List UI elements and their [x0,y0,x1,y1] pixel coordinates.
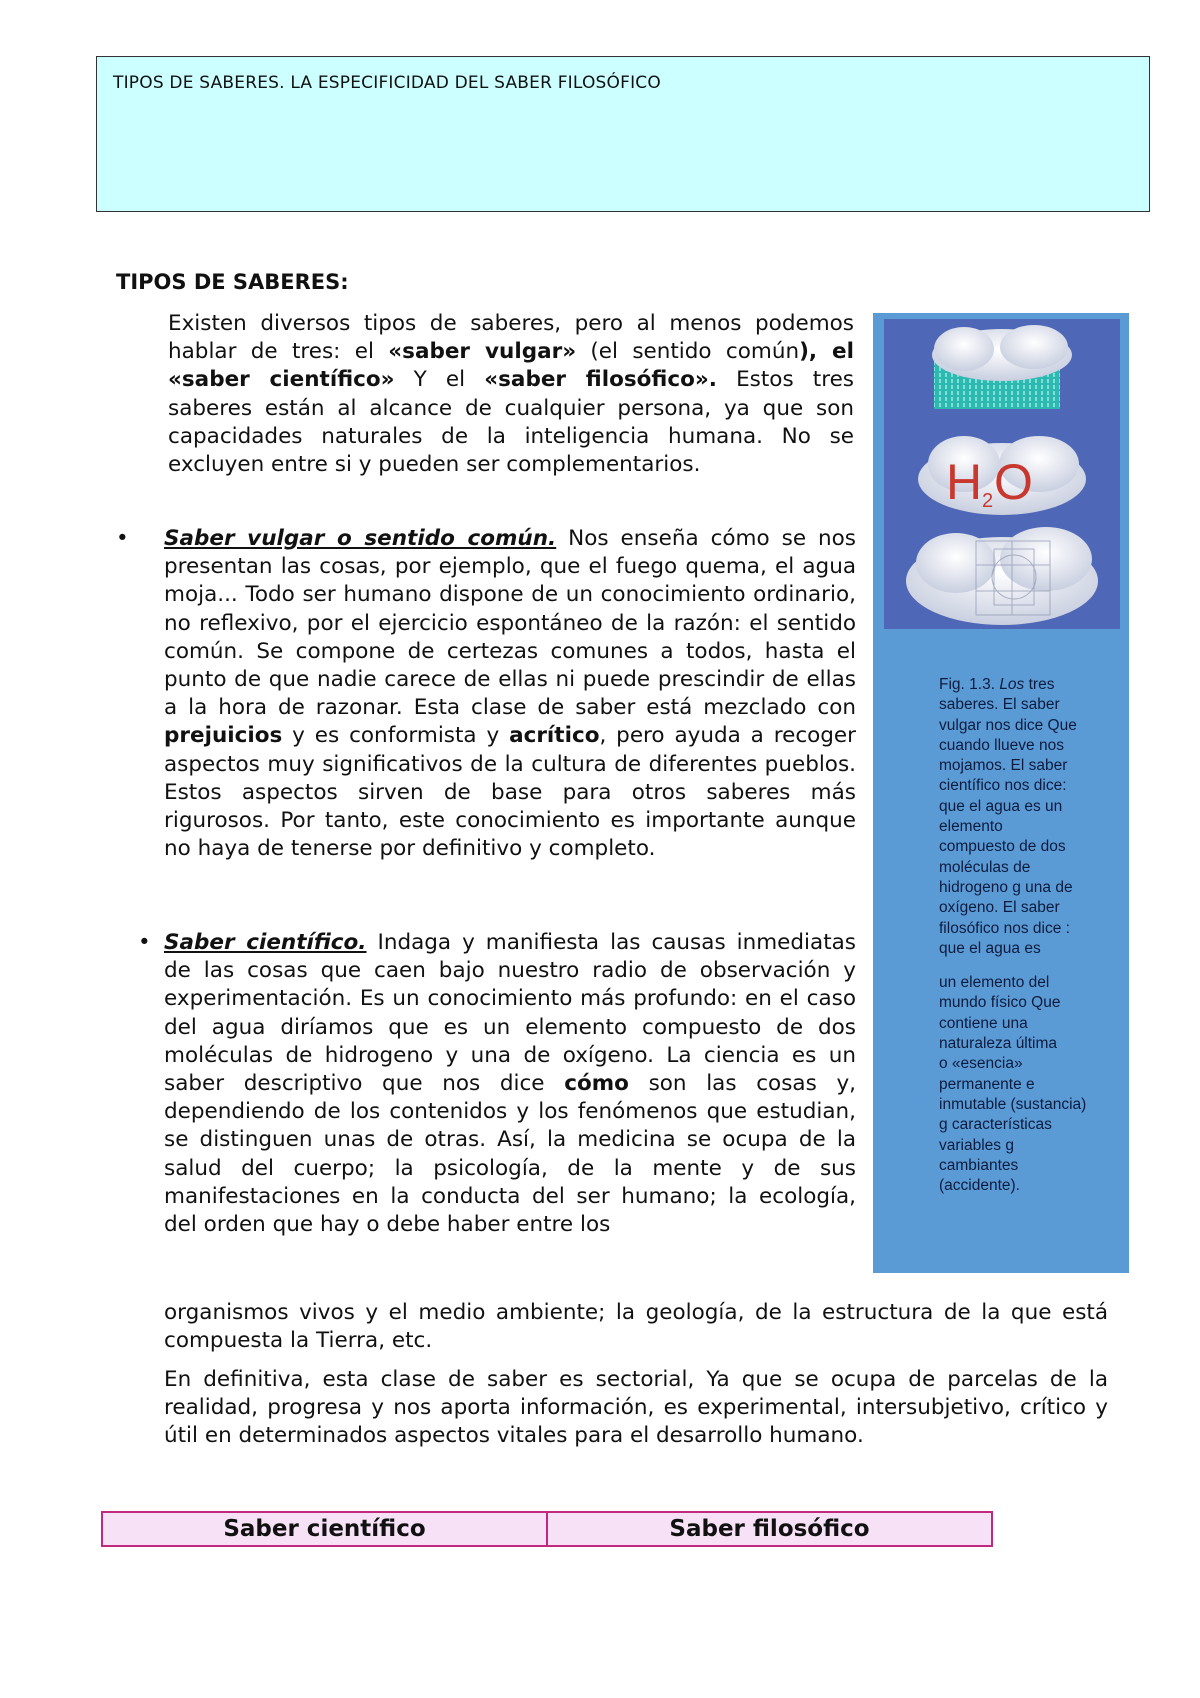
h2o-cloud [918,436,1086,515]
bullet-dot: • [138,930,151,955]
bullet-dot: • [116,526,129,551]
formula-h: H [946,454,983,510]
figure-sidebar [873,313,1129,1273]
page-title: TIPOS DE SABERES. LA ESPECIFICIDAD DEL SABER FILOSÓFICO [113,73,661,93]
header-box [96,56,1150,212]
formula-o: O [994,454,1033,510]
comparison-table-header [101,1511,993,1547]
saber-vulgar-heading: Saber vulgar o sentido común. [164,526,557,551]
clouds-illustration [884,319,1120,629]
rain-cloud [932,325,1072,409]
table-header-filosofico: Saber filosófico [669,1516,870,1542]
caption-first-line: Fig. 1.3. Los tres [939,676,1055,693]
bullet-saber-vulgar [116,525,856,863]
philosophy-cloud [906,527,1098,625]
section-heading: TIPOS DE SABERES: [116,270,349,294]
bullet-saber-cientifico [138,929,856,1239]
intro-paragraph: Existen diversos tipos de saberes, pero al menos podemos hablar de tres: el «saber vulgar» (el sentido común), el «saber científico» Y el «saber filosófico». Estos tres saberes están al alcance de cualquier persona, ya que son capacidades naturales de la inteligencia humana. No se excluyen entre si y pueden ser complementarios. [168,311,854,478]
saber-cientifico-heading: Saber científico. [164,930,367,955]
definitiva-paragraph: En definitiva, esta clase de saber es sectorial, Ya que se ocupa de parcelas de la realidad, progresa y nos aporta información, es experimental, intersubjetivo, crítico y útil en determinados aspectos vitales para el desarrollo humano. [164,1367,1108,1449]
saber-cientifico-continuation: organismos vivos y el medio ambiente; la geología, de la estructura de la que está compuesta la Tierra, etc. [164,1300,1108,1354]
saber-cientifico-paragraph: Saber científico. Indaga y manifiesta las causas inmediatas de las cosas que caen bajo nuestro radio de observación y experimentación. Es un conocimiento más profundo: en el caso del agua diríamos que es un elemento compuesto de dos moléculas de hidrogeno y una de oxígeno. La ciencia es un saber descriptivo que nos dice cómo son las cosas y, dependiendo de los contenidos y los fenómenos que estudian, se distinguen unas de otras. Así, la medicina se ocupa de la salud del cuerpo; la psicología, de la mente y de sus manifestaciones en la conducta del ser humano; la ecología, del orden que hay o debe haber entre los [164,930,857,1238]
saber-vulgar-paragraph: Saber vulgar o sentido común. Nos enseña cómo se nos presentan las cosas, por ejemplo, que el fuego quema, el agua moja... Todo ser humano dispone de un conocimiento ordinario, no reflexivo, por el ejercicio espontáneo de la razón: el sentido común. Se compone de certezas comunes a todos, hasta el punto de que nadie carece de ellas ni puede prescindir de ellas a la hora de razonar. Esta clase de saber está mezclado con prejuicios y es conformista y acrítico, pero ayuda a recoger aspectos muy significativos de la cultura de diferentes pueblos. Estos aspectos sirven de base para otros saberes más rigurosos. Por tanto, este conocimiento es importante aunque no haya de tenerse por definitivo y completo. [164,526,857,862]
table-header-cientifico: Saber científico [103,1513,548,1545]
figure-caption: Fig. 1.3. Los tres saberes. El saber vulgar nos dice Que cuando llueve nos mojamos. El saber científico nos dice: que el agua es un elemento compuesto de dos moléculas de hidrogeno g una de oxígeno. El saber filosófico nos dice : que el agua es un elemento del mundo físico Que contiene una naturaleza última o «esencia» permanente e inmutable (sustancia) g características variables g cambiantes (accidente). [939,675,1109,1196]
formula-sub: 2 [982,490,994,512]
clouds-drawing [884,319,1120,629]
